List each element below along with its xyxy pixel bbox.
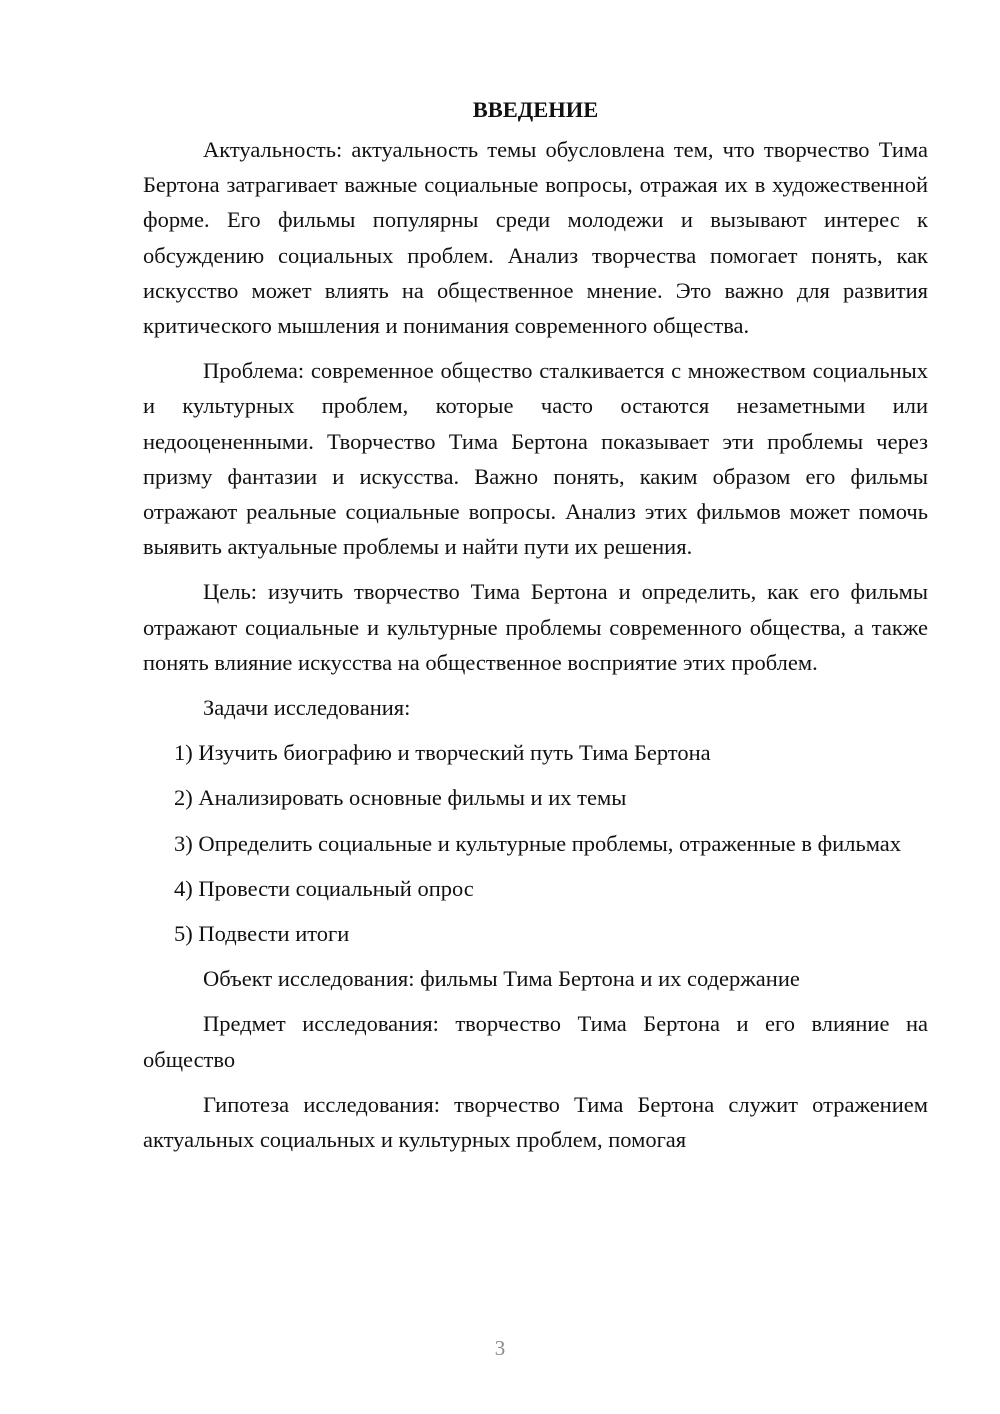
page-body	[143, 92, 928, 1167]
task-item-4: 4) Провести социальный опрос	[174, 875, 474, 901]
page-number: 3	[494, 1336, 506, 1360]
subject-paragraph: Предмет исследования: творчество Тима Бертона и его влияние на общество	[143, 1011, 928, 1072]
object-paragraph: Объект исследования: фильмы Тима Бертона и их содержание	[203, 966, 800, 992]
problem-paragraph: Проблема: современное общество сталкивается с множеством социальных и культурных проблем, которые часто остаются незаметными или недооцененными. Творчество Тима Бертона показывает эти проблемы через призму фантазии и искусства. Важно понять, каким образом его фильмы отражают реальные социальные вопросы. Анализ этих фильмов может помочь выявить актуальные проблемы и найти пути их решения.	[143, 358, 928, 560]
task-item-1: 1) Изучить биографию и творческий путь Тима Бертона	[174, 740, 711, 766]
tasks-heading: Задачи исследования:	[203, 695, 411, 721]
relevance-paragraph: Актуальность: актуальность темы обусловлена тем, что творчество Тима Бертона затрагивает важные социальные вопросы, отражая их в художественной форме. Его фильмы популярны среди молодежи и вызывают интерес к обсуждению социальных проблем. Анализ творчества помогает понять, как искусство может влиять на общественное мнение. Это важно для развития критического мышления и понимания современного общества.	[143, 137, 928, 339]
task-item-3: 3) Определить социальные и культурные проблемы, отраженные в фильмах	[174, 830, 902, 856]
hypothesis-paragraph: Гипотеза исследования: творчество Тима Бертона служит отражением актуальных социальных и культурных проблем, помогая	[143, 1091, 928, 1153]
section-title: ВВЕДЕНИЕ	[472, 97, 599, 122]
task-item-2: 2) Анализировать основные фильмы и их темы	[174, 785, 627, 811]
task-item-5: 5) Подвести итоги	[174, 921, 350, 947]
goal-paragraph: Цель: изучить творчество Тима Бертона и определить, как его фильмы отражают социальные и культурные проблемы современного общества, а также понять влияние искусства на общественное восприятие этих проблем.	[143, 579, 928, 675]
